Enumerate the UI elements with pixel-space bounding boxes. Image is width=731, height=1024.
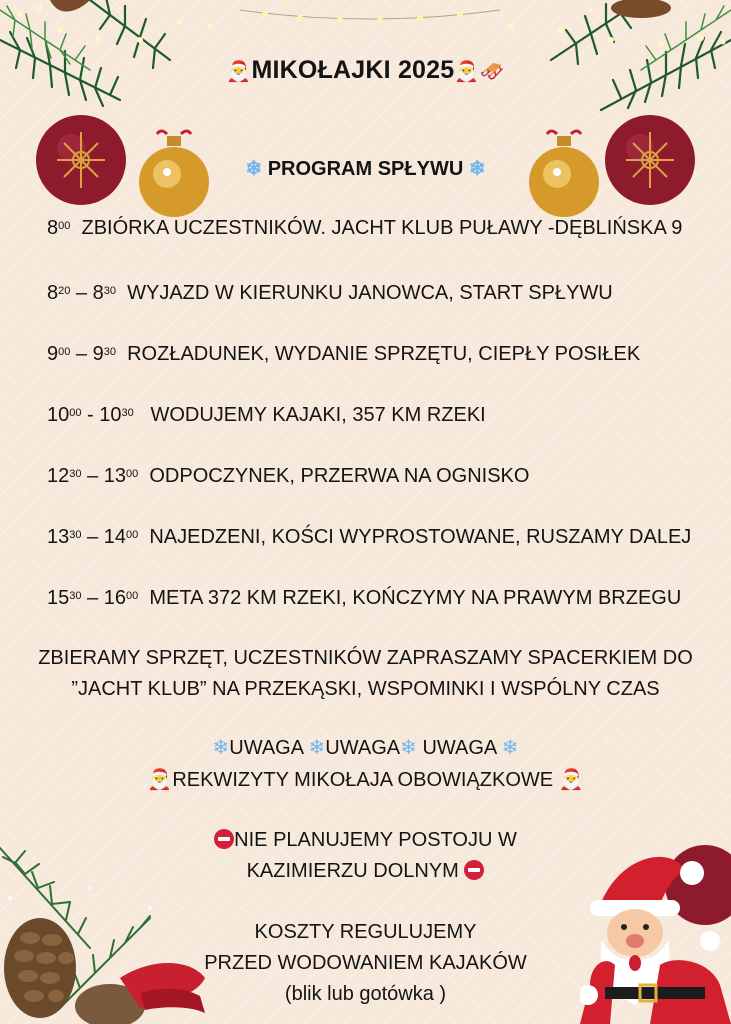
schedule-time: $12^{30} - 13^{00}$: [47, 465, 139, 487]
sled-icon: 🛷: [479, 59, 505, 83]
schedule-item: [47, 339, 640, 369]
warning-text: REKWIZYTY MIKOŁAJA OBOWIĄZKOWE: [172, 769, 554, 791]
warning-line-2: [0, 764, 731, 796]
schedule-text: WYJAZD W KIERUNKU JANOWCA, START SPŁYWU: [127, 282, 613, 304]
snowflake-icon: ❄: [468, 158, 486, 180]
schedule-text: ZBIÓRKA UCZESTNIKÓW. JACHT KLUB PUŁAWY -DĘBLIŃSKA 9: [81, 217, 683, 239]
warning-word: UWAGA: [229, 737, 303, 759]
lights-string-top: [240, 0, 500, 30]
costs-line-2: PRZED WODOWANIEM KAJAKÓW: [204, 952, 527, 974]
schedule-time: $8^{20} - 8^{30}$: [47, 282, 116, 304]
warning-word: UWAGA: [325, 737, 401, 759]
snowflake-icon: ❄: [245, 158, 263, 180]
pinecone-branch-decoration: [0, 828, 220, 1024]
program-heading: [0, 156, 731, 181]
santa-hat-icon: 🎅: [558, 767, 584, 791]
schedule-time: $15^{30} - 16^{00}$: [47, 587, 139, 609]
schedule-text: ODPOCZYNEK, PRZERWA NA OGNISKO: [149, 465, 530, 487]
schedule-item: [47, 461, 529, 491]
title-text: MIKOŁAJKI 2025: [251, 56, 455, 84]
closing-note: [0, 643, 731, 705]
costs-line-3: (blik lub gotówka ): [284, 983, 447, 1005]
page-title: [0, 56, 731, 85]
costs-line-1: KOSZTY REGULUJEMY: [254, 921, 477, 943]
schedule-time: $10^{00} - 10^{30}$: [47, 404, 134, 426]
snowflake-icon: ❄: [308, 737, 326, 759]
schedule-item: [47, 400, 486, 430]
schedule-text: ROZŁADUNEK, WYDANIE SPRZĘTU, CIEPŁY POSIŁEK: [127, 343, 641, 365]
schedule-text: META 372 KM RZEKI, KOŃCZYMY NA PRAWYM BRZEGU: [149, 587, 682, 609]
snowflake-icon: ❄: [400, 737, 417, 759]
santa-hat-icon: 🎅: [147, 767, 173, 791]
warning-line-1: [0, 733, 731, 764]
schedule-item: [47, 278, 613, 308]
santa-hat-icon: 🎅: [454, 59, 480, 83]
santa-hat-icon: 🎅: [226, 59, 252, 83]
schedule-item: [47, 583, 681, 613]
schedule-item: [47, 522, 691, 552]
schedule-time: $8^{00}$: [47, 217, 71, 239]
snowflake-icon: ❄: [501, 737, 519, 759]
schedule-item: [47, 213, 682, 243]
no-entry-icon: [464, 860, 484, 880]
no-stop-text: NIE PLANUJEMY POSTOJU W: [234, 829, 517, 851]
no-stop-text: KAZIMIERZU DOLNYM: [246, 860, 465, 882]
snowflake-icon: ❄: [212, 737, 230, 759]
closing-line-2: ”JACHT KLUB” NA PRZEKĄSKI, WSPOMINKI I WSPÓLNY CZAS: [71, 678, 660, 700]
schedule-text: NAJEDZENI, KOŚCI WYPROSTOWANE, RUSZAMY DALEJ: [149, 526, 692, 548]
schedule-text: WODUJEMY KAJAKI, 357 KM RZEKI: [144, 404, 486, 426]
schedule-time: $13^{30} - 14^{00}$: [47, 526, 139, 548]
schedule-time: $9^{00} - 9^{30}$: [47, 343, 116, 365]
program-heading-text: PROGRAM SPŁYWU: [267, 158, 464, 180]
warning-block: [0, 733, 731, 796]
santa-illustration: [580, 845, 731, 1024]
closing-line-1: ZBIERAMY SPRZĘT, UCZESTNIKÓW ZAPRASZAMY SPACERKIEM DO: [38, 647, 693, 669]
warning-word: UWAGA: [416, 737, 497, 759]
